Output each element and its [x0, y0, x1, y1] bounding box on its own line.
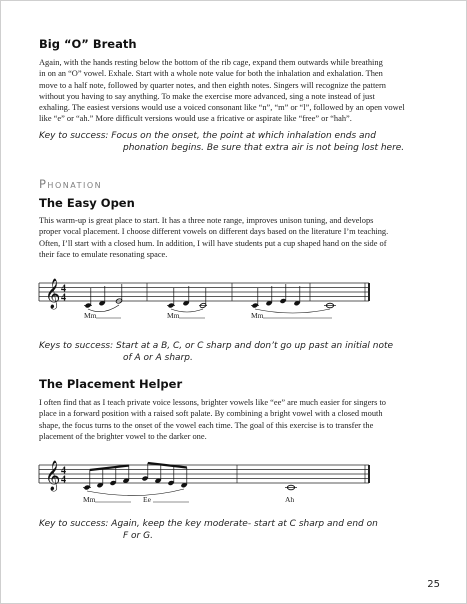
key-line: Key to success: Again, keep the key moderate- start at C sharp and end on [39, 519, 378, 529]
key-line: Key to success: Focus on the onset, the point at which inhalation ends and [39, 131, 376, 141]
easy-open-body [39, 215, 434, 260]
body-line: This warm-up is great place to start. It has a three note range, improves unison tuning, and develops [39, 216, 374, 225]
lyric: Mm [167, 311, 180, 320]
measure [285, 465, 369, 490]
lyric: Mm [251, 311, 264, 320]
phonation-heading: Phonation [39, 177, 103, 191]
time-sig-top: 4 [61, 283, 66, 295]
placement-title: The Placement Helper [39, 377, 183, 391]
body-line: proper vocal placement. I choose different vowels on different days based on the literature I’m teaching. [39, 227, 389, 237]
big-o-body [39, 57, 434, 125]
lyric: Mm [84, 311, 97, 320]
body-line: move to a half note, followed by quarter notes, and then eighth notes. Singers will recognize the pattern [39, 80, 386, 90]
big-o-title: Big “O” Breath [39, 37, 137, 51]
body-line: place in a forward position with a raised soft palate. By combining a bright vowel with a closed mouth [39, 409, 383, 419]
placement-body [39, 397, 434, 442]
placement-key [39, 518, 439, 542]
key-line: of A or A sharp. [123, 353, 193, 363]
time-sig-top: 4 [61, 465, 66, 477]
key-line: Keys to success: Start at a B, C, or C sharp and don’t go up past an initial note [39, 341, 394, 351]
time-sig-bottom: 4 [61, 474, 66, 486]
body-line: Often, I’ll start with a closed hum. In addition, I will have students put a cup shaped hand on the side of [39, 238, 387, 248]
easy-open-title: The Easy Open [39, 196, 135, 210]
treble-clef-icon: 𝄞 [45, 461, 61, 490]
body-line: exhaling. The easiest versions would use a voiced consonant like “n”, “m” or “l”, followed by an open vowel [39, 103, 405, 113]
measure [83, 463, 237, 496]
time-sig-bottom: 4 [61, 292, 66, 304]
placement-staff [39, 451, 437, 513]
body-line: in on an “O” vowel. Exhale. Start with a whole note value for both the inhalation and exhalation. Then [39, 69, 383, 79]
lyric: Ee [143, 495, 151, 504]
body-line: without you having to say anything. To make the exercise more advanced, sing a note instead of just [39, 91, 375, 101]
big-o-key [39, 130, 439, 154]
key-line: F or G. [123, 531, 153, 541]
staff-lines [39, 465, 369, 483]
staff-lines [39, 283, 369, 301]
key-line: phonation begins. Be sure that extra air is not being lost here. [123, 143, 405, 153]
lyric: Ah [285, 495, 295, 504]
lyric: Mm [83, 495, 96, 504]
body-line: shape, the focus turns to the onset of the vowel each time. The goal of this exercise is to transfer the [39, 420, 374, 430]
easy-open-key [39, 340, 439, 364]
body-line: like “e” or “ah.” More difficult versions would use a fricative or aspirate like “free” or “hah”. [39, 114, 352, 124]
slur [87, 489, 184, 496]
easy-open-staff [39, 269, 437, 331]
slur [255, 309, 330, 313]
treble-clef-icon: 𝄞 [45, 279, 61, 308]
page-number: 25 [427, 579, 440, 590]
body-line: I often find that as I teach private voice lessons, brighter vowels like “ee” are much easier for singers to [39, 398, 386, 407]
body-line: Again, with the hands resting below the bottom of the rib cage, expand them outwards while breathing [39, 58, 383, 67]
body-line: placement of the brighter vowel to the darker one. [39, 431, 207, 441]
body-line: their face to emulate resonating space. [39, 249, 168, 259]
